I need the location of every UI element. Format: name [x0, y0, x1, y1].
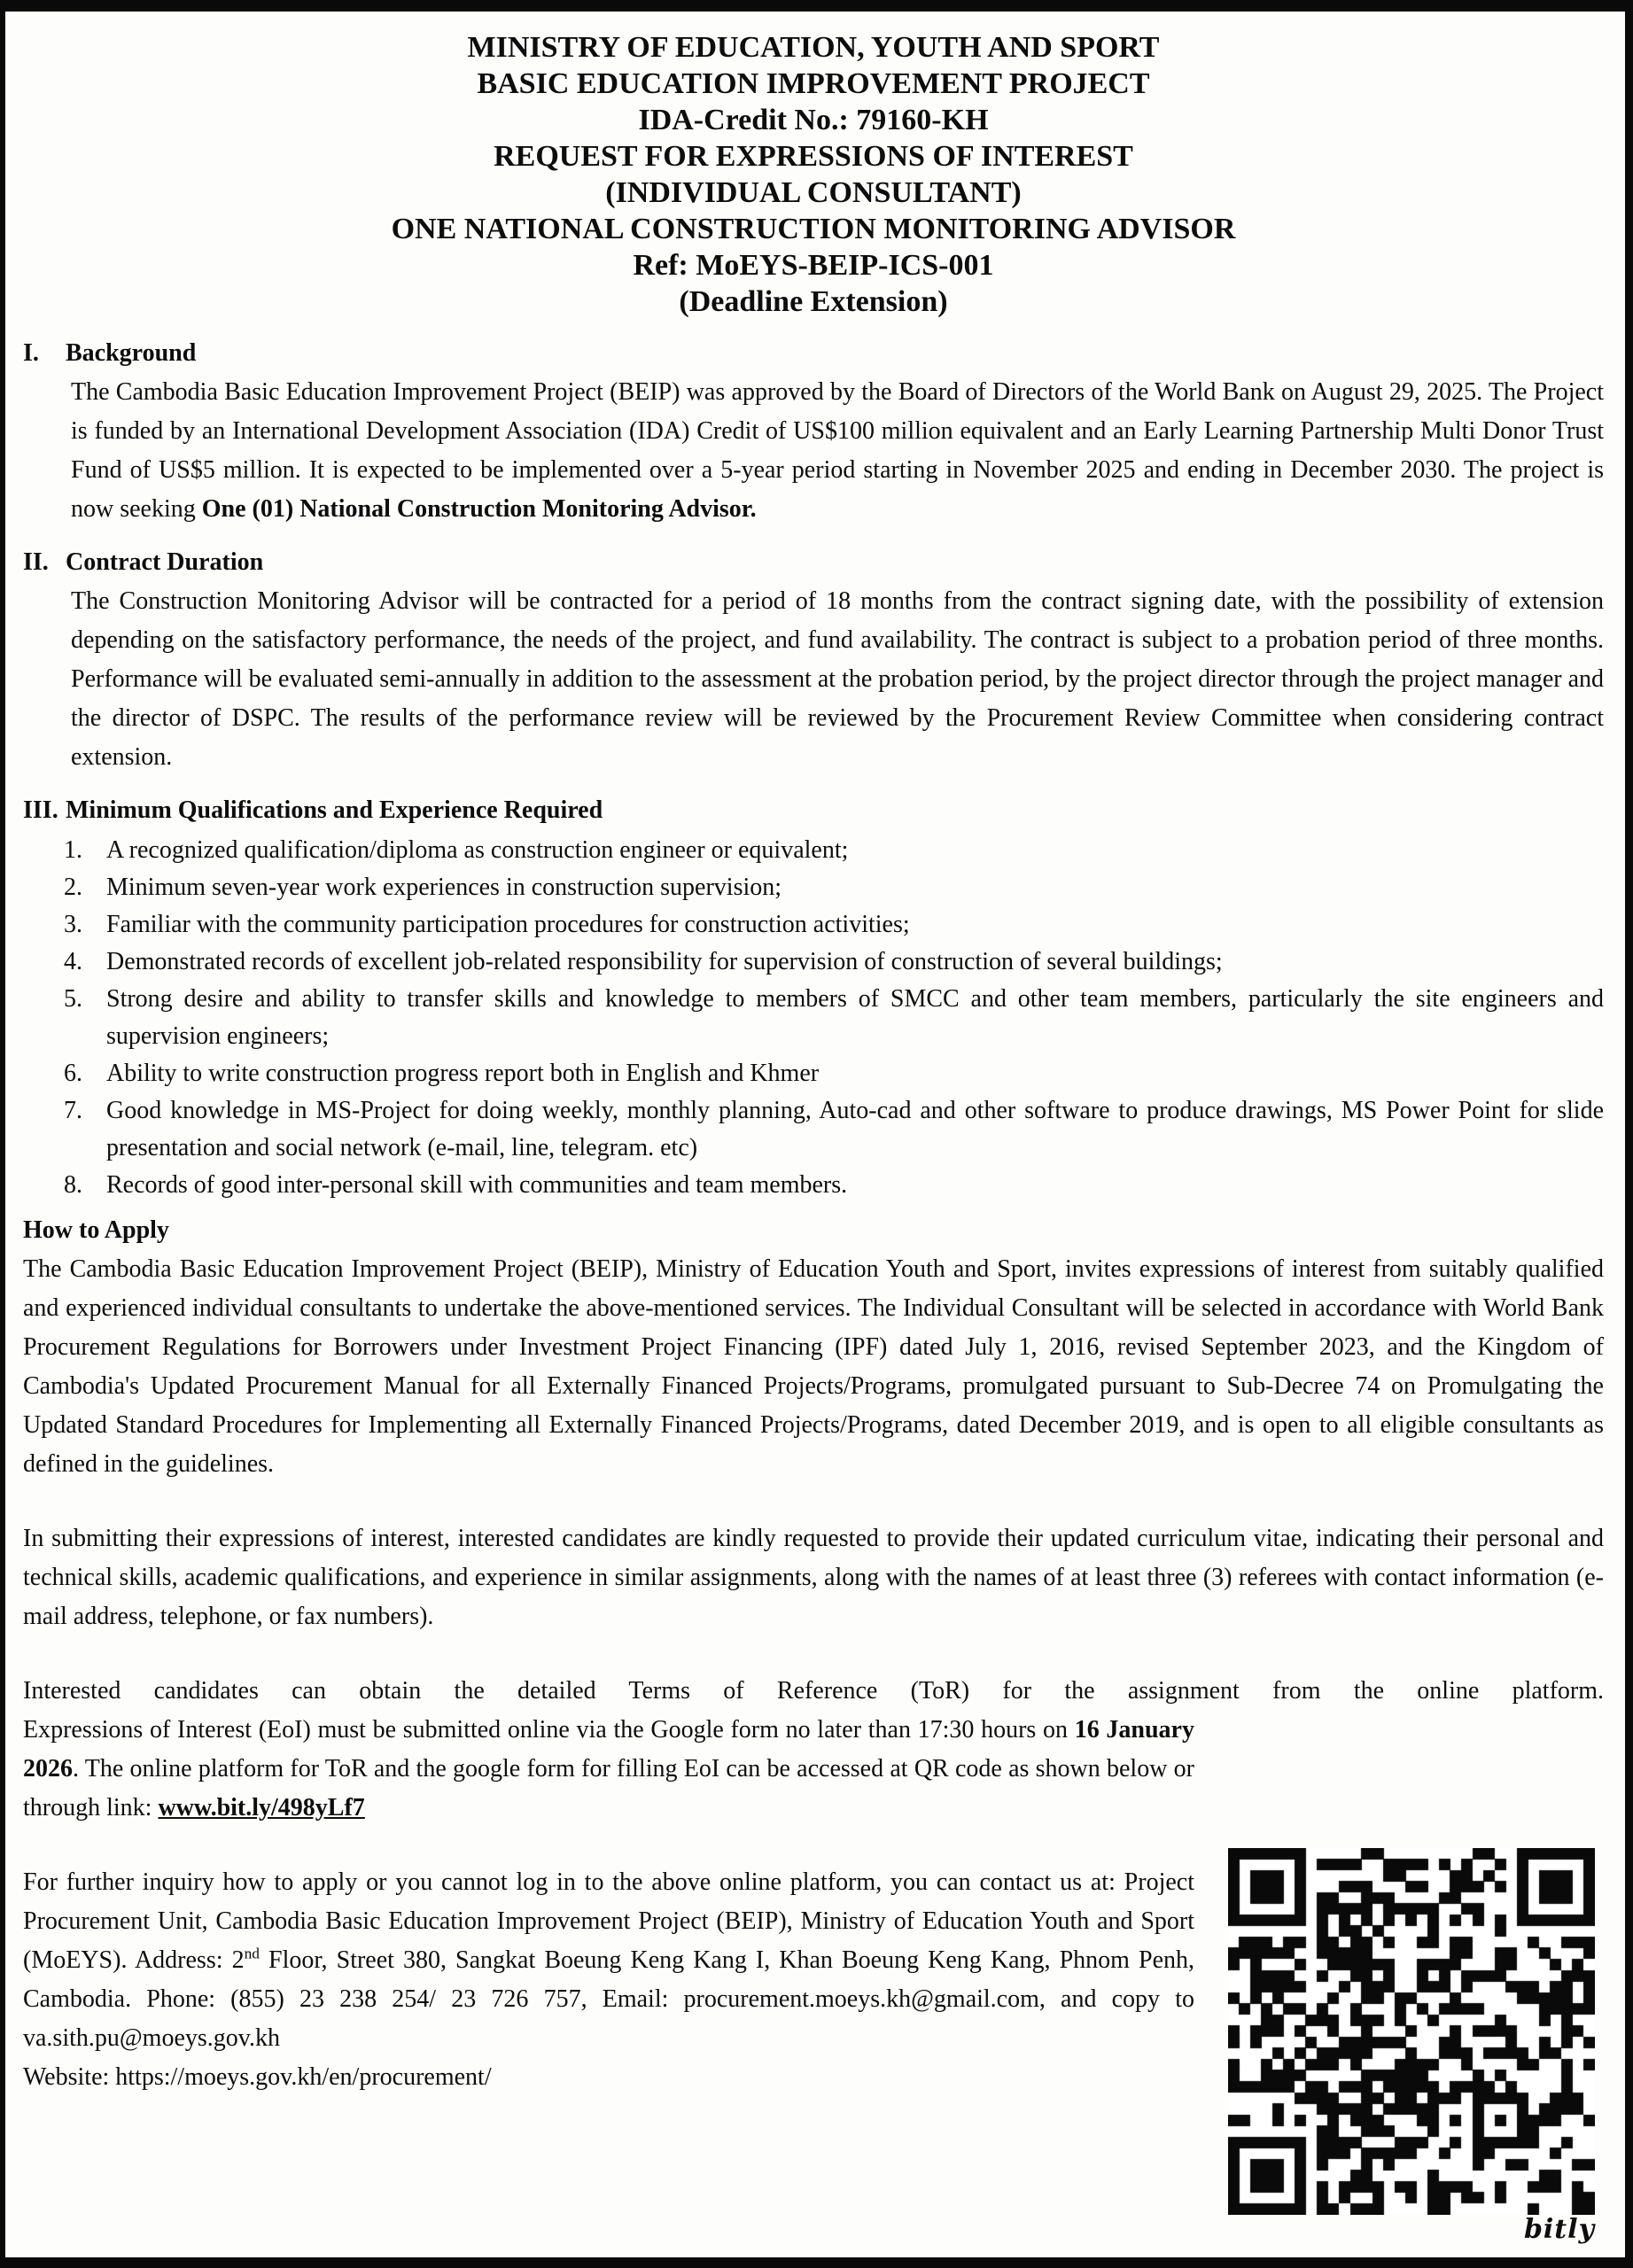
list-item [23, 944, 1604, 981]
list-item-text: Familiar with the community participation procedures for construction activities; [106, 911, 910, 938]
list-item-number: 4. [64, 948, 82, 975]
list-item [23, 981, 1604, 1055]
list-item-number: 3. [64, 911, 82, 938]
section-number: III. [23, 796, 58, 824]
paragraph-tor-platform: Interested candidates can obtain the detailed Terms of Reference (ToR) for the assignment from the online platform. [23, 1677, 1604, 1705]
list-item [23, 869, 1604, 906]
paragraph-selection-rules: The Cambodia Basic Education Improvement Project (BEIP), Ministry of Education Youth and Sport, invites expressions of interest from suitably qualified and experienced individual consultants to undertake the above-mentioned services. The Individual Consultant will be selected in accordance with World Bank Procurement Regulations for Borrowers under Investment Project Financing (IPF) dated July 1, 2016, revised September 2023, and the Kingdom of Cambodia's Updated Procurement Manual for all Externally Financed Projects/Programs, promulgated pursuant to Sub-Decree 74 on Promulgating the Updated Standard Procedures for Implementing all Externally Financed Projects/Programs, dated December 2019, and is open to all eligible consultants as defined in the guidelines. [23, 1255, 1604, 1478]
list-item-text: Ability to write construction progress report both in English and Khmer [106, 1060, 820, 1087]
paragraph-submission-deadline [23, 1711, 1194, 1828]
background-text: The Cambodia Basic Education Improvement Project (BEIP) was approved by the Board of Directors of the World Bank on August 29, 2025. The Project is funded by an International Development Association (IDA) Credit of US$100 million equivalent and an Early Learning Partnership Multi Donor Trust Fund of US$5 million. It is expected to be implemented over a 5-year period starting in November 2025 and ending in December 2030. The project is now seeking [71, 378, 1604, 523]
list-item [23, 832, 1604, 869]
list-item [23, 1167, 1604, 1204]
section-contract-heading [23, 543, 1604, 582]
spacer [23, 1636, 1604, 1672]
deadline-date: 16 January 2026 [23, 1716, 1194, 1783]
list-item-text: Minimum seven-year work experiences in construction supervision; [106, 874, 782, 901]
list-item [23, 906, 1604, 944]
list-item-text: A recognized qualification/diploma as construction engineer or equivalent; [106, 836, 849, 864]
submission-text: Expressions of Interest (EoI) must be submitted online via the Google form no later than 17:30 hours on [23, 1716, 1075, 1744]
section-title: Minimum Qualifications and Experience Required [66, 796, 603, 824]
qualifications-list [23, 832, 1604, 1204]
header-ministry: MINISTRY OF EDUCATION, YOUTH AND SPORT [467, 31, 1160, 64]
header-position: ONE NATIONAL CONSTRUCTION MONITORING ADVISOR [391, 213, 1236, 245]
document-header [23, 29, 1604, 320]
section-title: Background [66, 339, 197, 367]
list-item-text: Strong desire and ability to transfer skills and knowledge to members of SMCC and other team members, particularly the site engineers and supervision engineers; [106, 985, 1604, 1050]
contact-text: For further inquiry how to apply or you cannot log in to the above online platform, you can contact us at: Project Procurement Unit, Cambodia Basic Education Improvement Project (BEIP), Ministry of Education Youth and Sport (MoEYS). Address: 2 [23, 1868, 1194, 1974]
spacer [23, 1484, 1604, 1519]
list-item-text: Demonstrated records of excellent job-related responsibility for supervision of construction of several buildings; [106, 948, 1223, 975]
contact-text: Floor, Street 380, Sangkat Boeung Keng Kang I, Khan Boeung Keng Kang, Phnom Penh, Cambodia. Phone: (855) 23 238 254/ 23 726 757, Email: procurement.moeys.kh@gmail.com, and copy to va.sith.pu@moeys.gov.kh [23, 1946, 1194, 2052]
list-item [23, 1092, 1604, 1167]
header-deadline-note: (Deadline Extension) [679, 285, 948, 318]
section-number: II. [23, 548, 49, 576]
how-to-apply-heading: How to Apply [23, 1216, 169, 1244]
bitly-short-link: www.bit.ly/498yLf7 [158, 1794, 365, 1821]
qr-code [1228, 1848, 1595, 2215]
list-item-text: Records of good inter-personal skill with communities and team members. [106, 1171, 848, 1199]
list-item-number: 7. [64, 1097, 82, 1124]
header-consultant-type: (INDIVIDUAL CONSULTANT) [605, 176, 1022, 209]
section-background [23, 334, 1604, 529]
list-item-number: 5. [64, 985, 82, 1013]
header-project: BASIC EDUCATION IMPROVEMENT PROJECT [477, 67, 1150, 100]
header-credit-no: IDA-Credit No.: 79160-KH [638, 104, 989, 136]
list-item [23, 1055, 1604, 1092]
header-request-title: REQUEST FOR EXPRESSIONS OF INTEREST [494, 140, 1133, 173]
list-item-number: 2. [64, 874, 82, 901]
background-position-bold: One (01) National Construction Monitoring Advisor. [201, 495, 757, 523]
section-number: I. [23, 339, 39, 367]
section-qualifications-heading [23, 791, 1604, 830]
bitly-logo: bitly [1523, 2214, 1595, 2245]
section-qualifications [23, 791, 1604, 1204]
paragraph-contact-info [23, 1863, 1194, 2058]
list-item-text: Good knowledge in MS-Project for doing weekly, monthly planning, Auto-cad and other software to produce drawings, MS Power Point for slide presentation and social network (e-mail, line, telegram. etc) [106, 1097, 1604, 1161]
header-reference: Ref: MoEYS-BEIP-ICS-001 [633, 249, 994, 282]
list-item-number: 6. [64, 1060, 82, 1087]
list-item-number: 8. [64, 1171, 82, 1199]
website-line: Website: https://moeys.gov.kh/en/procurement/ [23, 2063, 492, 2091]
paragraph-cv-requirements: In submitting their expressions of interest, interested candidates are kindly requested to provide their updated curriculum vitae, indicating their personal and technical skills, academic qualifications, and experience in similar assignments, along with the names of at least three (3) referees with contact information (e-mail address, telephone, or fax numbers). [23, 1525, 1604, 1630]
section-background-body [23, 373, 1604, 529]
list-item-number: 1. [64, 836, 82, 864]
qr-code-block [1228, 1848, 1600, 2245]
section-background-heading [23, 334, 1604, 373]
section-contract-duration [23, 543, 1604, 777]
section-title: Contract Duration [66, 548, 264, 576]
ordinal-superscript: nd [244, 1945, 260, 1962]
section-contract-body: The Construction Monitoring Advisor will be contracted for a period of 18 months from the contract signing date, with the possibility of extension depending on the satisfactory performance, the needs of the project, and fund availability. The contract is subject to a probation period of three months. Performance will be evaluated semi-annually in addition to the assessment at the probation period, by the project director through the project manager and the director of DSPC. The results of the performance review will be reviewed by the Procurement Review Committee when considering contract extension. [71, 587, 1604, 771]
submission-text: . The online platform for ToR and the google form for filling EoI can be accessed at QR code as shown below or through link: [23, 1755, 1194, 1821]
